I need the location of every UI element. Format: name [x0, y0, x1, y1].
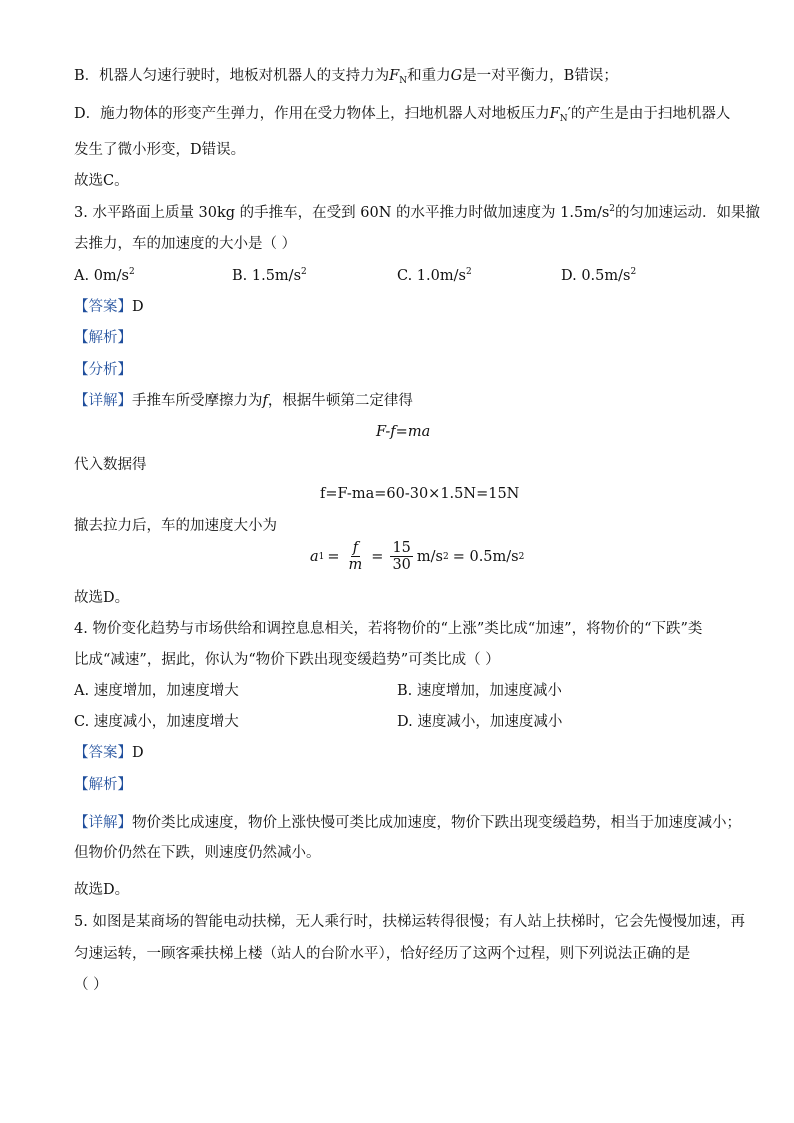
- q3-analysis-tag: 【解析】: [74, 330, 132, 346]
- q3-option-a: [74, 266, 135, 286]
- detail-tag: 【详解】: [74, 393, 132, 409]
- numerator: f: [352, 540, 359, 556]
- q3-equation-2: f=F-ma=60-30×1.5N=15N: [320, 486, 520, 502]
- detail-tag: 【详解】: [74, 815, 132, 831]
- q3-after-text: 撤去拉力后，车的加速度大小为: [74, 518, 277, 534]
- q4-choose: 故选D。: [74, 882, 130, 898]
- fraction-15-over-30: [390, 540, 412, 573]
- var-subscript: N: [559, 114, 568, 124]
- var-f: f: [262, 393, 268, 409]
- prev-option-d-explanation: [74, 104, 730, 124]
- numerator: 15: [392, 540, 411, 556]
- var-f: F: [389, 68, 400, 84]
- q3-stem: [74, 203, 760, 223]
- text: A. 0m/s: [74, 268, 129, 284]
- text: D．施力物体的形变产生弹力，作用在受力物体上，扫地机器人对地板压力: [74, 106, 550, 122]
- text: 和重力: [407, 68, 451, 84]
- q5-stem-cont: 匀速运转，一顾客乘扶梯上楼（站人的台阶水平），恰好经历了这两个过程，则下列说法正确的是: [74, 946, 691, 962]
- q3-option-d: [561, 266, 636, 286]
- q3-fenxi-tag: 【分析】: [74, 362, 132, 378]
- denominator: 30: [392, 557, 411, 573]
- q4-detail-cont: 但物价仍然在下跌，则速度仍然减小。: [74, 845, 321, 861]
- var-a: a: [310, 548, 319, 565]
- q3-equation-3: a 1 = $\frac{f}{m}$ = $\frac{15}{30}$ m/s 2 = 0.5m/s 2: [310, 540, 525, 573]
- answer-value: D: [132, 745, 144, 761]
- q4-option-b: B. 速度增加，加速度减小: [397, 683, 562, 699]
- var-f: F: [549, 106, 560, 122]
- superscript: 2: [609, 204, 616, 214]
- q4-option-d: D. 速度减小，加速度减小: [397, 714, 563, 730]
- text: 手推车所受摩擦力为: [132, 393, 263, 409]
- result: = 0.5m/s: [452, 548, 519, 565]
- q4-detail: [74, 813, 741, 833]
- prev-choose: 故选C。: [74, 173, 129, 189]
- superscript: 2: [129, 267, 135, 277]
- text: 3. 水平路面上质量 30kg 的手推车，在受到 60N 的水平推力时做加速度为 1.5m/s: [74, 205, 610, 221]
- text: 的产生是由于扫地机器人: [570, 106, 731, 122]
- superscript: 2: [465, 267, 472, 277]
- denominator: m: [348, 557, 363, 573]
- var-subscript: N: [399, 76, 408, 86]
- q3-detail: [74, 391, 413, 411]
- var-g: G: [450, 68, 463, 84]
- q3-stem-cont: 去推力，车的加速度的大小是（ ）: [74, 236, 297, 252]
- fraction-f-over-m: [347, 540, 365, 573]
- q3-option-c: [397, 266, 472, 286]
- text: 的匀加速运动．如果撤: [615, 205, 761, 221]
- answer-value: D: [132, 299, 144, 315]
- q4-option-c: C. 速度减小，加速度增大: [74, 714, 239, 730]
- q4-option-a: A. 速度增加，加速度增大: [74, 683, 239, 699]
- q5-stem-bracket: （ ）: [74, 977, 108, 993]
- answer-tag: 【答案】: [74, 299, 132, 315]
- text: B．机器人匀速行驶时，地板对机器人的支持力为: [74, 68, 390, 84]
- text: C. 1.0m/s: [397, 268, 466, 284]
- q3-equation-1: F-f=ma: [376, 424, 431, 440]
- q4-stem: 4. 物价变化趋势与市场供给和调控息息相关，若将物价的“上涨”类比成“加速”，将物价的“下跌”类: [74, 621, 703, 637]
- text: ，根据牛顿第二定律得: [267, 393, 413, 409]
- superscript: 2: [301, 267, 307, 277]
- var-prime: ′: [567, 106, 571, 122]
- q3-choose: 故选D。: [74, 590, 130, 606]
- superscript: 2: [630, 267, 637, 277]
- text: B. 1.5m/s: [232, 268, 302, 284]
- text: 物价类比成速度，物价上涨快慢可类比成加速度，物价下跌出现变缓趋势，相当于加速度减小；: [132, 815, 741, 831]
- prev-option-b-explanation: [74, 66, 618, 86]
- unit: m/s: [416, 548, 443, 565]
- q4-stem-cont: 比成“减速”，据此，你认为“物价下跌出现变缓趋势”可类比成（ ）: [74, 652, 500, 668]
- q4-answer: [74, 743, 144, 763]
- answer-tag: 【答案】: [74, 745, 132, 761]
- prev-option-d-explanation-cont: 发生了微小形变，D错误。: [74, 142, 246, 158]
- text: 是一对平衡力，B错误；: [462, 68, 618, 84]
- text: D. 0.5m/s: [561, 268, 631, 284]
- q3-answer: [74, 297, 144, 317]
- q3-option-b: [232, 266, 307, 286]
- q5-stem: 5. 如图是某商场的智能电动扶梯，无人乘行时，扶梯运转得很慢；有人站上扶梯时，它会先慢慢加速，再: [74, 914, 745, 930]
- q4-analysis-tag: 【解析】: [74, 777, 132, 793]
- q3-substitute-text: 代入数据得: [74, 457, 147, 473]
